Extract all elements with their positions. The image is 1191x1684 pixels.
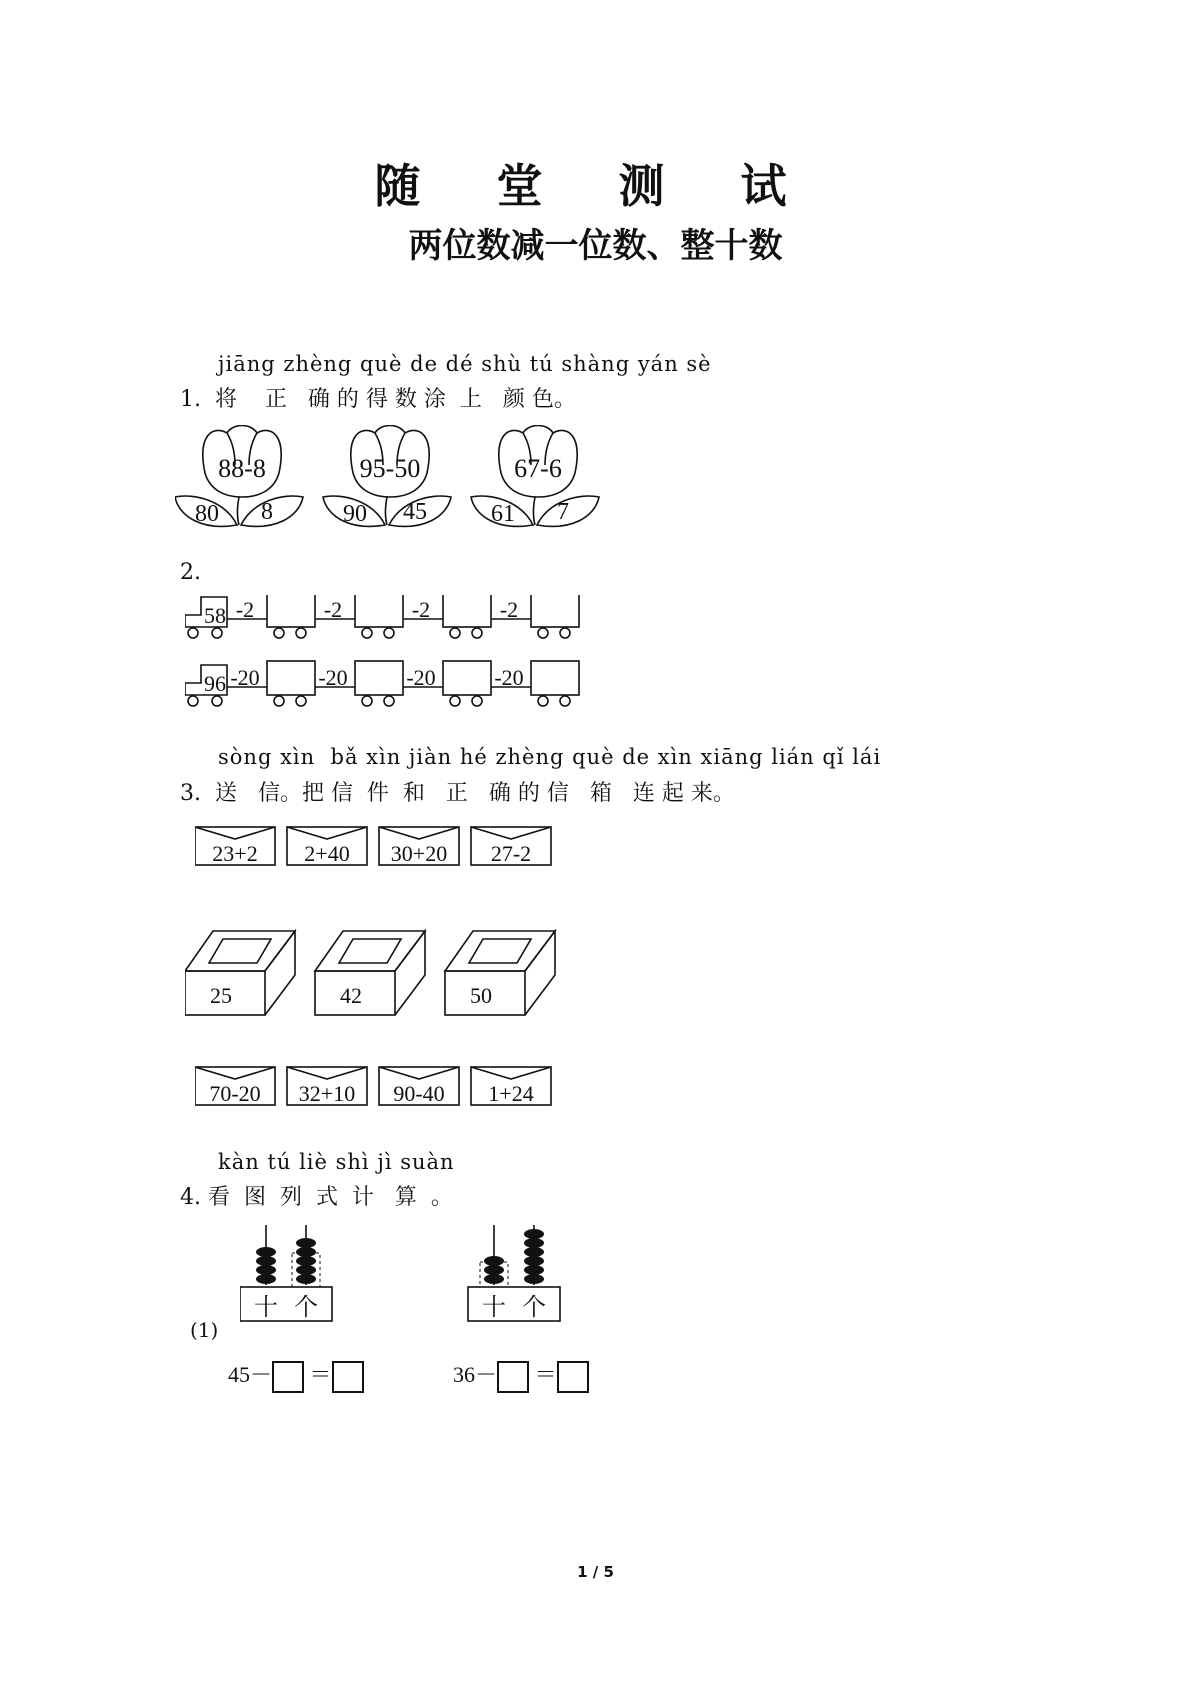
train-car-box: [531, 661, 579, 695]
q3-pinyin: sòng xìn bǎ xìn jiàn hé zhèng què de xìn xiāng lián qǐ lái: [218, 745, 882, 769]
envelope-flap: [195, 1067, 275, 1079]
envelope-expression: 90-40: [393, 1081, 445, 1106]
wheel: [472, 696, 482, 706]
train-step-label: -20: [318, 665, 348, 690]
q4-equation-1: [228, 1358, 364, 1393]
envelope-flap: [471, 827, 551, 839]
flower-right-number: 45: [403, 499, 427, 525]
train-step-label: -20: [406, 665, 436, 690]
envelope-flap: [471, 1067, 551, 1079]
wheel: [384, 696, 394, 706]
envelope-flap: [195, 827, 275, 839]
q4-abacuses: [240, 1225, 600, 1335]
envelope-flap: [379, 1067, 459, 1079]
flower-expression: 95-50: [359, 454, 421, 483]
envelope-expression: 23+2: [212, 841, 258, 866]
mailbox-top: [445, 931, 555, 971]
abacus-bead: [296, 1265, 316, 1275]
train-step-label: -2: [411, 597, 431, 622]
envelope-expression: 32+10: [298, 1081, 356, 1106]
abacus-bead: [524, 1256, 544, 1266]
flower-left-number: 61: [491, 501, 515, 527]
train-start-number: 58: [204, 603, 226, 628]
train-step-label: -20: [494, 665, 524, 690]
mailbox: [445, 931, 555, 1015]
page-subtitle: 两位数减一位数、整十数: [408, 226, 783, 266]
envelope: [379, 1067, 459, 1106]
train-car-box: [267, 595, 315, 627]
flower-right-number: 8: [261, 499, 273, 525]
envelope: [471, 1067, 551, 1106]
mailbox-side: [525, 931, 555, 1015]
train-car-box: [355, 661, 403, 695]
train-step-label: -2: [499, 597, 519, 622]
train-car-box: [443, 661, 491, 695]
abacus-bead: [484, 1265, 504, 1275]
abacus: [468, 1225, 560, 1321]
train-car-box: [443, 595, 491, 627]
flower-expression: 67-6: [514, 454, 562, 483]
wheel: [472, 628, 482, 638]
abacus-bead: [524, 1229, 544, 1239]
wheel: [560, 696, 570, 706]
train-car-box: [531, 595, 579, 627]
envelope: [287, 1067, 367, 1106]
wheel: [212, 628, 222, 638]
equation-1-prefix: 45－: [228, 1362, 273, 1387]
q2-label: 2.: [180, 560, 201, 585]
stem: [238, 497, 240, 525]
train-step-label: -2: [323, 597, 343, 622]
wheel: [450, 628, 460, 638]
abacus: [240, 1225, 332, 1321]
page-number: 1 / 5: [577, 1563, 614, 1581]
envelope: [195, 827, 275, 866]
mailbox-top: [315, 931, 425, 971]
flower: [175, 426, 303, 528]
abacus-bead: [524, 1247, 544, 1257]
abacus-bead: [524, 1265, 544, 1275]
train-car-box: [355, 595, 403, 627]
flower-right-number: 7: [557, 499, 569, 525]
q3-top-letters: [195, 825, 595, 875]
q3-mailboxes: [185, 925, 585, 1025]
mailbox-side: [395, 931, 425, 1015]
abacus-bead: [256, 1256, 276, 1266]
q4-text: 4. 看 图 列 式 计 算 。: [180, 1185, 453, 1210]
flower-left-number: 90: [343, 501, 367, 527]
wheel: [560, 628, 570, 638]
envelope: [287, 827, 367, 866]
mailbox-slot: [469, 939, 531, 963]
envelope-expression: 70-20: [209, 1081, 261, 1106]
mailbox-number: 25: [210, 983, 232, 1008]
flower-expression: 88-8: [218, 454, 266, 483]
mailbox-slot: [339, 939, 401, 963]
answer-box[interactable]: [557, 1361, 589, 1393]
train-step-label: -20: [230, 665, 260, 690]
tens-label: 十: [254, 1295, 278, 1321]
wheel: [538, 696, 548, 706]
envelope-expression: 27-2: [490, 841, 532, 866]
envelope-flap: [287, 827, 367, 839]
answer-box[interactable]: [272, 1361, 304, 1393]
abacus-bead: [484, 1256, 504, 1266]
abacus-bead: [484, 1274, 504, 1284]
equals-sign: ＝: [534, 1362, 557, 1387]
wheel: [362, 696, 372, 706]
wheel: [362, 628, 372, 638]
envelope-expression: 30+20: [390, 841, 448, 866]
train-start-number: 96: [204, 671, 226, 696]
q4-pinyin: kàn tú liè shì jì suàn: [218, 1150, 455, 1174]
mailbox-slot: [209, 939, 271, 963]
tens-label: 十: [482, 1295, 506, 1321]
q1-pinyin: jiāng zhèng què de dé shù tú shàng yán sè: [218, 352, 712, 376]
wheel: [296, 628, 306, 638]
flower: [471, 426, 599, 528]
mailbox-number: 50: [470, 983, 492, 1008]
equals-sign: ＝: [309, 1362, 332, 1387]
abacus-bead: [256, 1274, 276, 1284]
wheel: [274, 696, 284, 706]
envelope: [379, 827, 459, 866]
train-car-box: [267, 661, 315, 695]
mailbox: [315, 931, 425, 1015]
abacus-bead: [256, 1247, 276, 1257]
envelope-expression: 1+24: [488, 1081, 534, 1106]
ones-label: 个: [294, 1295, 318, 1321]
abacus-bead: [256, 1265, 276, 1275]
train-step-label: -2: [235, 597, 255, 622]
q2-trains: [185, 595, 625, 725]
flower: [323, 426, 451, 528]
wheel: [384, 628, 394, 638]
q1-text: 1. 将 正 确 的 得 数 涂 上 颜 色。: [180, 387, 576, 412]
flower-left-number: 80: [195, 501, 219, 527]
abacus-bead: [296, 1256, 316, 1266]
mailbox-side: [265, 931, 295, 1015]
abacus-bead: [524, 1274, 544, 1284]
envelope-flap: [287, 1067, 367, 1079]
wheel: [188, 628, 198, 638]
wheel: [274, 628, 284, 638]
abacus-bead: [296, 1238, 316, 1248]
answer-box[interactable]: [497, 1361, 529, 1393]
mailbox-number: 42: [340, 983, 362, 1008]
mailbox-top: [185, 931, 295, 971]
envelope-flap: [379, 827, 459, 839]
wheel: [450, 696, 460, 706]
equation-2-prefix: 36－: [453, 1362, 498, 1387]
wheel: [296, 696, 306, 706]
wheel: [212, 696, 222, 706]
train: [185, 661, 579, 706]
q3-bottom-letters: [195, 1065, 595, 1115]
stem: [386, 497, 388, 525]
wheel: [538, 628, 548, 638]
stem: [534, 497, 536, 525]
q4-sub-label: (1): [190, 1318, 219, 1342]
abacus-bead: [524, 1238, 544, 1248]
abacus-bead: [296, 1247, 316, 1257]
q1-flowers: [175, 425, 635, 545]
ones-label: 个: [522, 1295, 546, 1321]
envelope: [471, 827, 551, 866]
q3-text: 3. 送 信。把 信 件 和 正 确 的 信 箱 连 起 来。: [180, 781, 735, 806]
train: [185, 595, 579, 638]
answer-box[interactable]: [332, 1361, 364, 1393]
abacus-bead: [296, 1274, 316, 1284]
wheel: [188, 696, 198, 706]
mailbox: [185, 931, 295, 1015]
envelope: [195, 1067, 275, 1106]
envelope-expression: 2+40: [304, 841, 350, 866]
q4-equation-2: [453, 1358, 589, 1393]
page-title: 随 堂 测 试: [374, 159, 817, 213]
